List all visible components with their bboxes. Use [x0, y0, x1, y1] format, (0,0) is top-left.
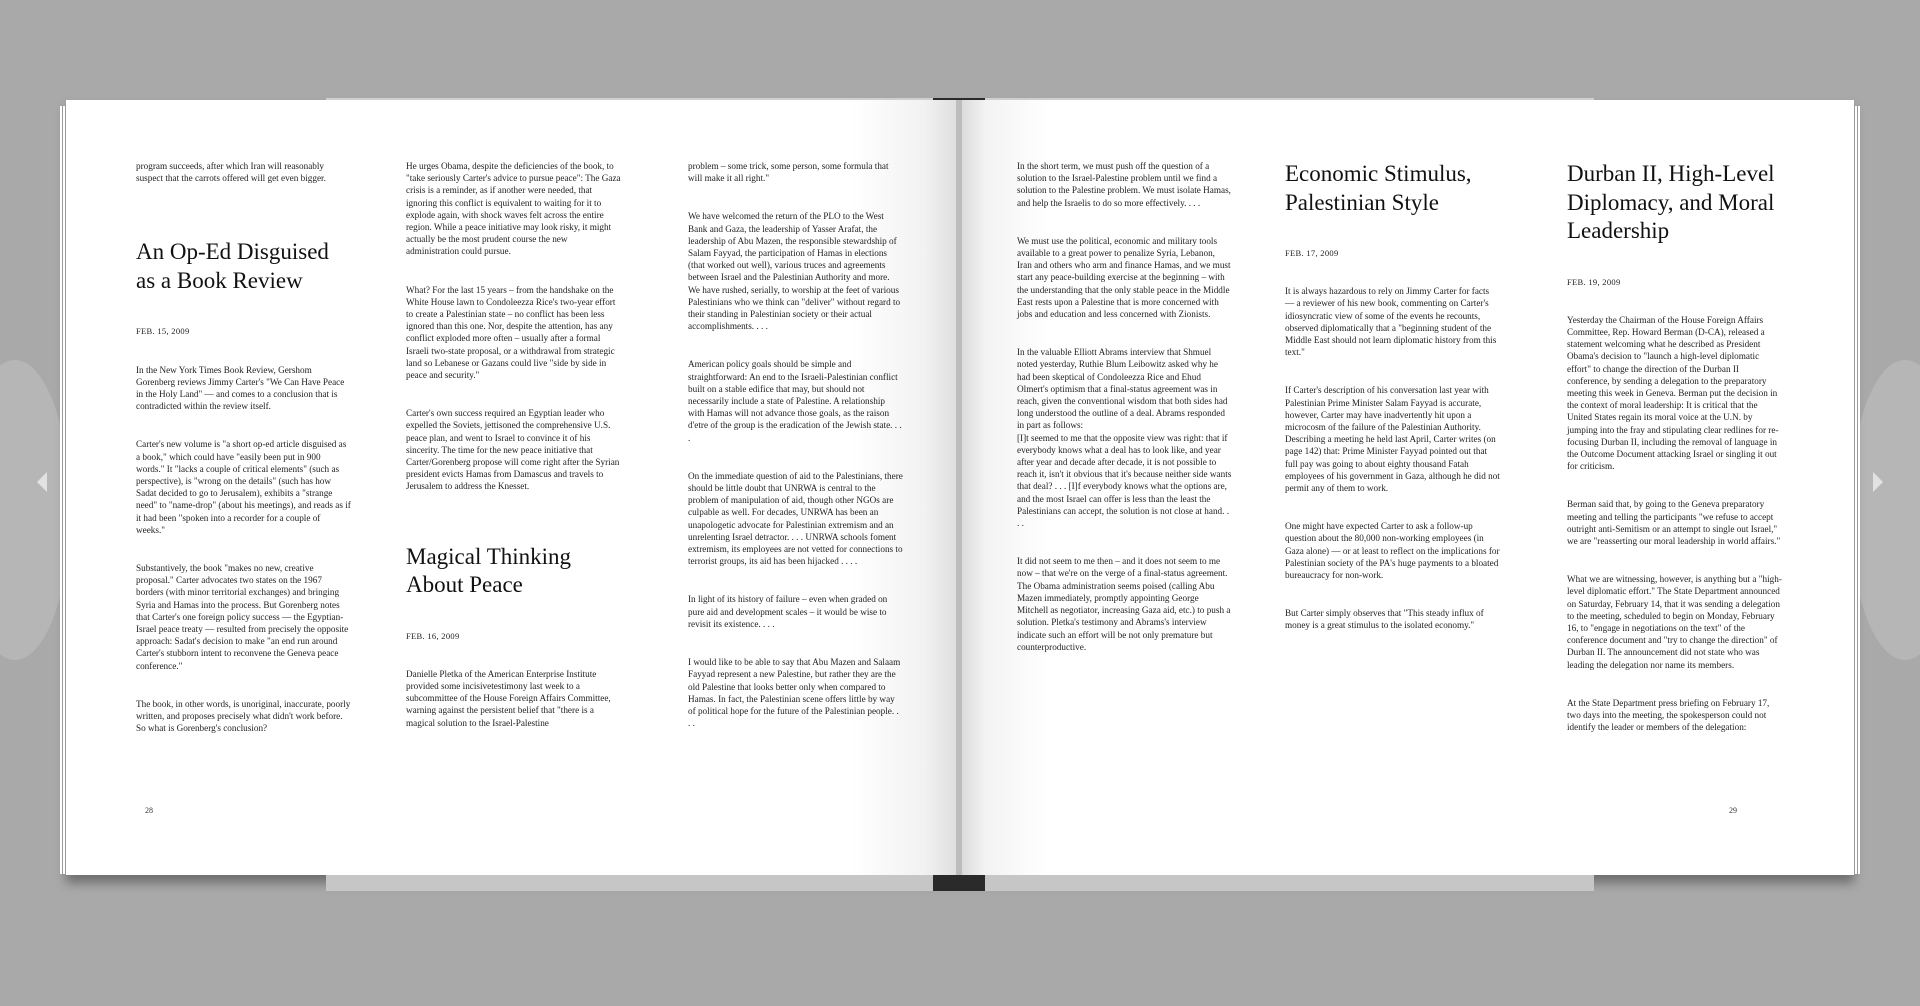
paragraph: The book, in other words, is unoriginal, inaccurate, poorly written, and proposes precisely what didn't work before. So what is Gorenberg's conclusion?	[136, 698, 351, 734]
article-title: Magical Thinking About Peace	[406, 543, 572, 598]
page-number: 28	[145, 806, 153, 815]
book-spread	[66, 100, 1854, 875]
paragraph: He urges Obama, despite the deficiencies of the book, to "take seriously Carter's advice to pursue peace": The Gaza crisis is a reminder, as if another were needed, that ignoring this conflict is equivalent to waiting for it to explode again, with shock waves felt across the entire region. While a peace initiative may look risky, it might actually be the most prudent course the new administration could pursue.	[406, 161, 621, 257]
paragraph: One might have expected Carter to ask a follow-up question about the 80,000 non-working employees (in Gaza alone) — or at least to reflect on the implications for Palestinian society of the PA's huge payments to a bloated bureaucracy for non-work.	[1285, 521, 1500, 581]
left-column-1	[136, 160, 351, 760]
paragraph: In light of its history of failure – even when graded on pure aid and development scales – it would be wise to revisit its existence. . . .	[688, 594, 888, 629]
paragraph: We must use the political, economic and military tools available to a great power to penalize Syria, Lebanon, Iran and others who arm and finance Hamas, and we must start any peace-building exercise at the beginning – with the understanding that the only stable peace in the Middle East rests upon a Palestine that is more concerned with jobs and education and less concerned with Zionists.	[1017, 235, 1231, 320]
article-title: Economic Stimulus, Palestinian Style	[1285, 161, 1472, 215]
left-page[interactable]	[66, 100, 959, 875]
paragraph: Danielle Pletka of the American Enterprise Institute provided some incisivetestimony last week to a subcommittee of the House Foreign Affairs Committee, warning against the persistent belief that "there is a magical solution to the Israel-Palestine	[406, 668, 611, 728]
article-date: FEB. 15, 2009	[136, 326, 190, 337]
paragraph: On the immediate question of aid to the Palestinians, there should be little doubt that UNRWA is central to the problem of manipulation of aid, though other NGOs are culpable as well. For decades, UNRWA has been an unapologetic advocate for Palestinian extremism and an unrelenting Israel detractor. . . . UNRWA schools foment extremism, its employees are not vetted for connections to terrorist groups, its aid has been hijacked . . . .	[688, 470, 903, 567]
next-page-area	[1850, 360, 1920, 660]
chevron-left-icon[interactable]	[37, 472, 47, 492]
left-column-3	[688, 160, 903, 755]
paragraph: At the State Department press briefing on February 17, two days into the meeting, the spokesperson could not identify the leader or members of the delegation:	[1567, 697, 1770, 733]
page-number: 29	[1729, 806, 1737, 815]
paragraph: I would like to be able to say that Abu Mazen and Salaam Fayyad represent a new Palestine, but rather they are the old Palestine that looks better only when compared to Hamas. In fact, the Palestinian scene offers little by way of political hope for the future of the Palestinian people. . . .	[688, 657, 901, 729]
paragraph: In the short term, we must push off the question of a solution to the Israel-Palestine problem until we find a solution to the Palestine problem. We must isolate Hamas, and help the Israelis to do so more effectively. . . .	[1017, 161, 1231, 208]
paragraph: In the valuable Elliott Abrams interview that Shmuel noted yesterday, Ruthie Blum Leibowitz asked why he had been skeptical of Condoleezza Rice and Ehud Olmert's optimism that a final-status agreement was in reach, given the conventional wisdom that both sides had long understood the outline of a deal. Abrams responded in part as follows:	[1017, 347, 1228, 431]
paragraph: It did not seem to me then – and it does not seem to me now – that we're on the verge of a final-status agreement.	[1017, 556, 1228, 579]
paragraph: It is always hazardous to rely on Jimmy Carter for facts — a reviewer of his new book, commenting on Carter's idiosyncratic view of some of the events he recounts, observed diplomatically that a "beginning student of the Middle East should not learn diplomatic history from this text."	[1285, 286, 1497, 358]
paragraph: Carter's own success required an Egyptian leader who expelled the Soviets, jettisoned the comprehensive U.S. peace plan, and went to Israel to convince it of his sincerity. The time for the new peace initiative that Carter/Gorenberg propose will come right after the Syrian president evicts Hamas from Damascus and travels to Jerusalem to address the Knesset.	[406, 408, 620, 492]
article-date: FEB. 17, 2009	[1285, 248, 1339, 258]
article-date: FEB. 19, 2009	[1567, 276, 1621, 287]
right-column-1	[1017, 160, 1232, 679]
article-title: Durban II, High-Level Diplomacy, and Moral Leadership	[1567, 161, 1775, 243]
left-column-2	[406, 160, 621, 755]
paragraph: If Carter's description of his conversation last year with Palestinian Prime Minister Salam Fayyad is accurate, however, Carter may have inadvertently hit upon a microcosm of the failure of the Palestinian Authority. Describing a meeting he held last April, Carter writes (on page 142) that: Prime Minister Fayyad pointed out that full pay was going to about eighty thousand Fatah employees of his government in Gaza, although he did not permit any of them to work.	[1285, 385, 1500, 494]
paragraph: The Obama administration seems poised (calling Abu Mazen immediately, promptly appointing George Mitchell as negotiator, increasing Gaza aid, etc.) to push a solution. Pletka's testimony and Abrams's interview indicate such an effort will be not only premature but counterproductive.	[1017, 580, 1231, 652]
article-date: FEB. 16, 2009	[406, 630, 460, 641]
paragraph: program succeeds, after which Iran will reasonably suspect that the carrots offered will get even bigger.	[136, 161, 326, 184]
paragraph: What we are witnessing, however, is anything but a "high-level diplomatic effort." The State Department announced on Saturday, February 14, that it was sending a delegation to the meeting, scheduled to begin on Monday, February 16, to "engage in negotiations on the text" of the conference document and "try to change the direction" of Durban II. The announcement did not state who was leading the delegation nor name its members.	[1567, 574, 1782, 670]
paragraph: Carter's new volume is "a short op-ed article disguised as a book," which could have "easily been put in 900 words." It "lacks a couple of critical elements" (such as perspective), is "wrong on the details" (such has how Sadat decided to go to Jerusalem), exhibits a "strange need" to "name-drop" (about his meetings), and reads as if it had been "spoken into a recorder for a couple of weeks."	[136, 439, 351, 535]
paragraph: What? For the last 15 years – from the handshake on the White House lawn to Condoleezza Rice's two-year effort to create a Palestinian state – no conflict has been less ignored than this one. Nor, despite the attention, has any conflict exploded more often – usually after a formal Israeli two-state proposal, or a withdrawal from strategic land so Lebanese or Gazans could live "side by side in peace and security."	[406, 284, 616, 381]
spine-bottom	[933, 875, 985, 891]
book-gutter	[956, 100, 962, 875]
chevron-right-icon[interactable]	[1873, 472, 1883, 492]
paragraph: problem – some trick, some person, some formula that will make it all right."	[688, 161, 889, 184]
paragraph: Substantively, the book "makes no new, creative proposal." Carter advocates two states on the 1967 borders (with minor territorial exchanges) and bringing Syria and Hamas into the process. But Gorenberg notes that Carter's one foreign policy success — the Egyptian-Israel peace treaty — resulted from precisely the opposite approach: Sadat's decision to make "an end run around Carter's stubborn intent to reconvene the Geneva peace conference."	[136, 563, 349, 671]
right-column-3	[1567, 160, 1782, 759]
paragraph: But Carter simply observes that "This steady influx of money is a great stimulus to the isolated economy."	[1285, 608, 1484, 631]
paragraph: We have welcomed the return of the PLO to the West Bank and Gaza, the leadership of Yasser Arafat, the leadership of Abu Mazen, the responsible stewardship of Salam Fayyad, the participation of Hamas in elections (that worked out well), various truces and agreements between Israel and the Palestinian Authority and more. We have rushed, serially, to worship at the feet of various Palestinians who we think can "deliver" without regard to their standing in Palestinian society or their actual accomplishments. . . .	[688, 211, 901, 332]
right-page[interactable]	[959, 100, 1854, 875]
article-title: An Op-Ed Disguised as a Book Review	[136, 239, 329, 293]
paragraph: Yesterday the Chairman of the House Foreign Affairs Committee, Rep. Howard Berman (D-CA), released a statement welcoming what he described as President Obama's decision to "launch a high-level diplomatic effort" to change the direction of the Durban II conference, by sending a delegation to the preparatory meeting this week in Geneva. Berman put the decision in the context of moral leadership: It is critical that the United States regain its moral voice at the U.N. by jumping into the fray and stipulating clear redlines for re-focusing Durban II, including the removal of language in the Outcome Document attacking Israel or singling it out for criticism.	[1567, 314, 1779, 472]
right-column-2	[1285, 160, 1500, 658]
paragraph: Berman said that, by going to the Geneva preparatory meeting and telling the participants "we refuse to accept outright anti-Semitism or an attempt to single out Israel," we are "reasserting our moral leadership in world affairs."	[1567, 499, 1781, 546]
paragraph: In the New York Times Book Review, Gershom Gorenberg reviews Jimmy Carter's "We Can Have Peace in the Holy Land" — and comes to a conclusion that is contradicted within the review itself.	[136, 364, 345, 412]
paragraph: [I]t seemed to me that the opposite view was right: that if everybody knows what a deal has to look like, and year after year and decade after decade, it is not possible to reach it, isn't it obvious that it's because neither side wants that deal? . . . [I]f everybody knows what the options are, and the most Israel can offer is less than the least the Palestinians can accept, the solution is not close at hand. . . .	[1017, 432, 1232, 529]
paragraph: American policy goals should be simple and straightforward: An end to the Israeli-Palestinian conflict built on a stable edifice that may, but should not necessarily include a state of Palestine. A relationship with Hamas will not advance those goals, as the raison d'etre of the group is the eradication of the Jewish state. . . .	[688, 359, 902, 443]
